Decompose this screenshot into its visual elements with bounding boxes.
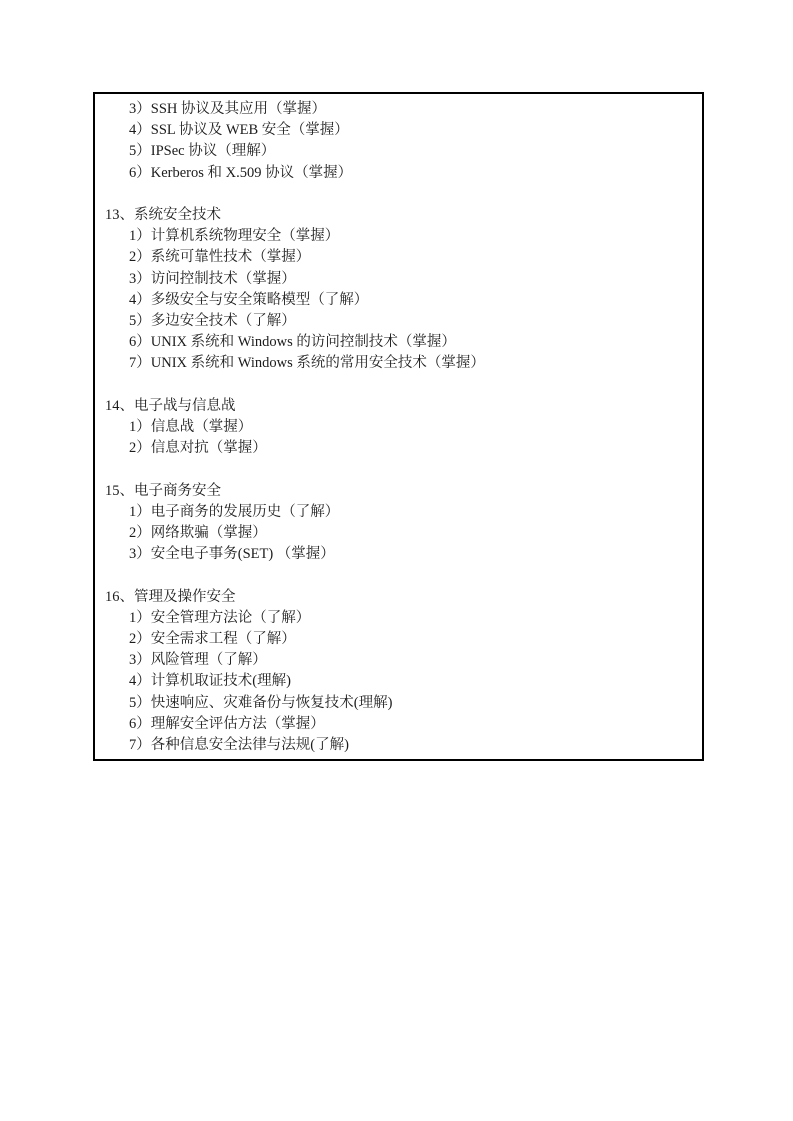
outline-section (101, 587, 696, 757)
list-item: 1）信息战（掌握） (129, 419, 253, 436)
list-item: 3）安全电子事务(SET) （掌握） (129, 546, 335, 563)
list-item: 2）安全需求工程（了解） (129, 631, 296, 648)
list-item: 6）Kerberos 和 X.509 协议（掌握） (129, 164, 353, 181)
list-item: 3）风险管理（了解） (129, 652, 267, 669)
list-item: 6）理解安全评估方法（掌握） (129, 715, 325, 732)
list-item: 4）计算机取证技术(理解) (129, 673, 291, 690)
list-item: 2）系统可靠性技术（掌握） (129, 249, 311, 266)
section-title: 15、电子商务安全 (105, 482, 221, 499)
content-table-cell (93, 92, 704, 761)
outline-section (101, 99, 696, 184)
list-item: 4）多级安全与安全策略模型（了解） (129, 291, 369, 308)
list-item: 5）IPSec 协议（理解） (129, 143, 276, 160)
list-item: 7）各种信息安全法律与法规(了解) (129, 737, 349, 754)
section-title: 14、电子战与信息战 (105, 397, 236, 414)
list-item: 4）SSL 协议及 WEB 安全（掌握） (129, 122, 349, 139)
list-item: 7）UNIX 系统和 Windows 系统的常用安全技术（掌握） (129, 355, 485, 372)
list-item: 1）安全管理方法论（了解） (129, 609, 311, 626)
list-item: 6）UNIX 系统和 Windows 的访问控制技术（掌握） (129, 334, 456, 351)
list-item: 5）快速响应、灾难备份与恢复技术(理解) (129, 694, 393, 711)
list-item: 2）网络欺骗（掌握） (129, 525, 267, 542)
outline-section (101, 396, 696, 460)
list-item: 2）信息对抗（掌握） (129, 440, 267, 457)
section-title: 13、系统安全技术 (105, 207, 221, 223)
outline-section (101, 205, 696, 375)
list-item: 1）电子商务的发展历史（了解） (129, 503, 340, 520)
section-title: 16、管理及操作安全 (105, 588, 236, 605)
list-item: 5）多边安全技术（了解） (129, 313, 296, 330)
list-item: 3）访问控制技术（掌握） (129, 270, 296, 287)
list-item: 3）SSH 协议及其应用（掌握） (129, 101, 326, 117)
outline-section (101, 481, 696, 566)
list-item: 1）计算机系统物理安全（掌握） (129, 228, 340, 245)
